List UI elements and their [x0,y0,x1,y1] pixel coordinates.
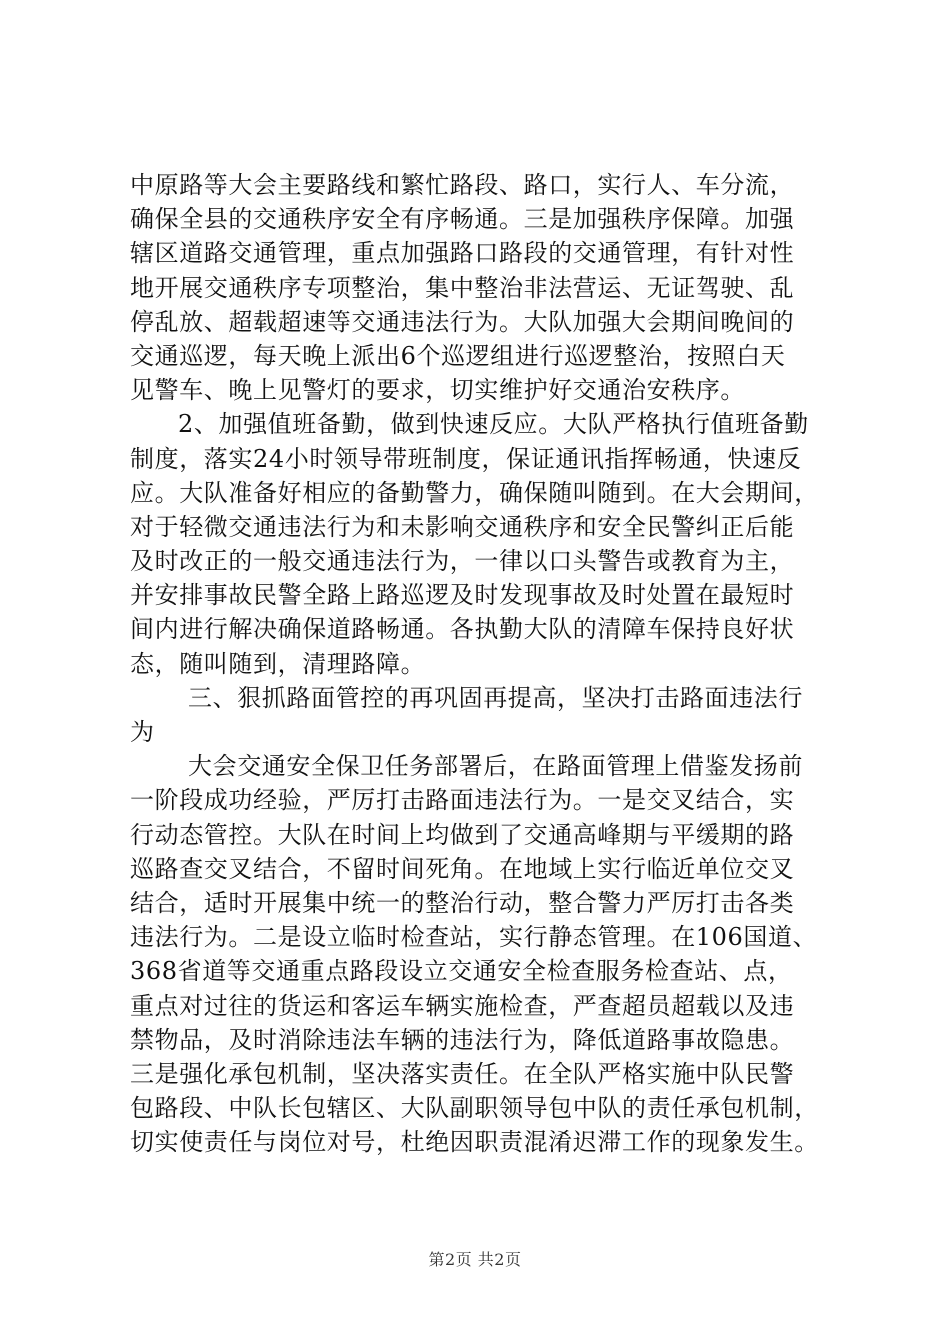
text-line: 停乱放、超载超速等交通违法行为。大队加强大会期间晚间的 [130,307,795,336]
text-line: 三是强化承包机制，坚决落实责任。在全队严格实施中队民警 [130,1059,795,1088]
text-line: 见警车、晚上见警灯的要求，切实维护好交通治安秩序。 [130,376,745,405]
text-line: 间内进行解决确保道路畅通。各执勤大队的清障车保持良好状 [130,615,795,644]
page-footer: 第2页 共2页 [428,1250,522,1269]
paragraph-start-line: 大会交通安全保卫任务部署后，在路面管理上借鉴发扬前 [188,752,803,781]
text-line: 及时改正的一般交通违法行为，一律以口头警告或教育为主， [130,547,795,576]
text-line: 对于轻微交通违法行为和未影响交通秩序和安全民警纠正后能 [130,512,795,541]
text-line: 地开展交通秩序专项整治，集中整治非法营运、无证驾驶、乱 [130,273,795,302]
text-line: 制度，落实24小时领导带班制度，保证通讯指挥畅通，快速反 [130,444,802,473]
text-line: 巡路查交叉结合，不留时间死角。在地域上实行临近单位交叉 [130,854,795,883]
text-line: 368省道等交通重点路段设立交通安全检查服务检查站、点， [130,957,793,986]
paragraph-start-line: 2、加强值班备勤，做到快速反应。大队严格执行值班备勤 [178,410,809,439]
section-heading-line: 三、狠抓路面管控的再巩固再提高，坚决打击路面违法行 [188,683,803,712]
text-line: 违法行为。二是设立临时检查站，实行静态管理。在106国道、 [130,923,818,952]
text-line: 交通巡逻，每天晚上派出6个巡逻组进行巡逻整治，按照白天 [130,341,786,370]
text-line: 应。大队准备好相应的备勤警力，确保随叫随到。在大会期间， [130,478,819,507]
section-heading-line: 为 [130,718,155,746]
text-line: 一阶段成功经验，严厉打击路面违法行为。一是交叉结合，实 [130,786,795,815]
text-line: 结合，适时开展集中统一的整治行动，整合警力严厉打击各类 [130,888,795,917]
text-line: 态，随叫随到，清理路障。 [130,649,426,678]
text-line: 行动态管控。大队在时间上均做到了交通高峰期与平缓期的路 [130,820,795,849]
text-line: 禁物品，及时消除违法车辆的违法行为，降低道路事故隐患。 [130,1025,795,1054]
text-line: 并安排事故民警全路上路巡逻及时发现事故及时处置在最短时 [130,581,795,610]
text-line: 确保全县的交通秩序安全有序畅通。三是加强秩序保障。加强 [130,205,795,234]
text-line: 辖区道路交通管理，重点加强路口路段的交通管理，有针对性 [130,239,795,268]
text-line: 中原路等大会主要路线和繁忙路段、路口，实行人、车分流， [130,171,795,199]
document-body [130,168,830,1159]
text-line: 切实使责任与岗位对号，杜绝因职责混淆迟滞工作的现象发生。 [130,1128,819,1157]
text-line: 包路段、中队长包辖区、大队副职领导包中队的责任承包机制， [130,1094,819,1123]
text-line: 重点对过往的货运和客运车辆实施检查，严查超员超载以及违 [130,991,795,1020]
